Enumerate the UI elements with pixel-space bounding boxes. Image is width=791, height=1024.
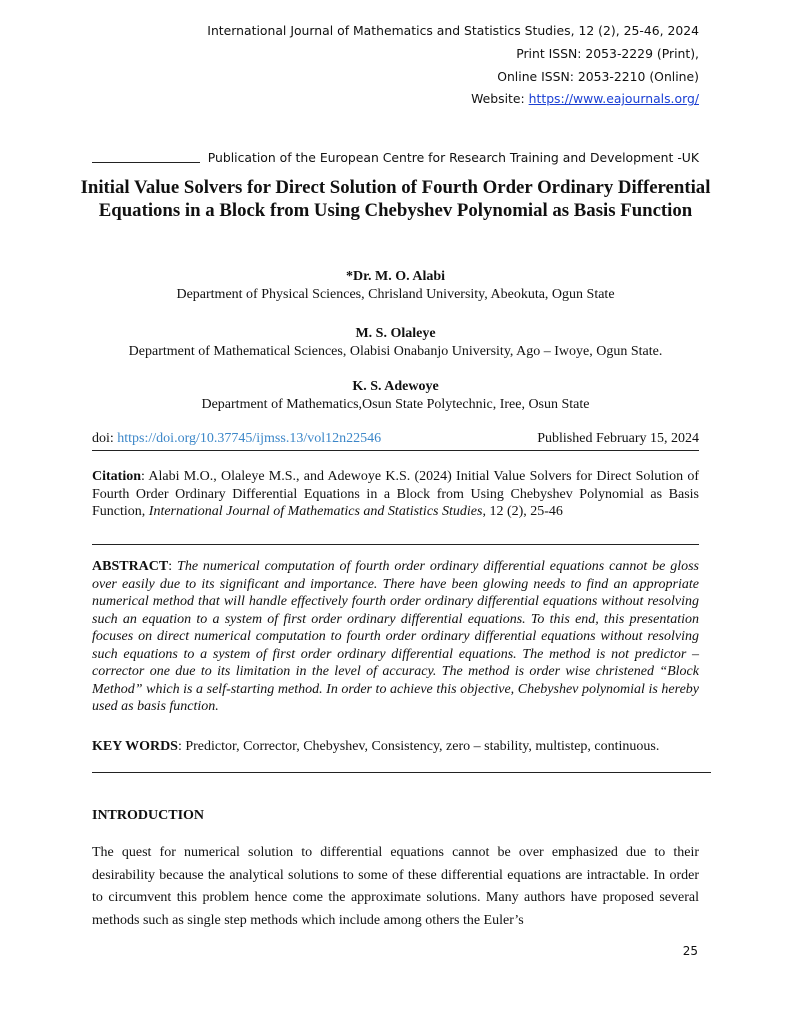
author-name: *Dr. M. O. Alabi <box>345 269 446 284</box>
author-block <box>40 325 751 361</box>
citation-rule <box>92 544 699 545</box>
page-number: 25 <box>682 944 698 958</box>
author-affiliation: Department of Mathematics,Osun State Polytechnic, Iree, Osun State <box>201 397 590 412</box>
author-affiliation: Department of Mathematical Sciences, Olabisi Onabanjo University, Ago – Iwoye, Ogun State. <box>128 344 663 359</box>
author-name: M. S. Olaleye <box>355 326 436 341</box>
doi-row <box>92 430 699 448</box>
citation-text: : Alabi M.O., Olaleye M.S., and Adewoye K.S. (2024) Initial Value Solvers for Direct Solution of Fourth Order Ordinary Differential Equations in a Block from Using Chebyshev Polynomial as Basis Function, <box>92 469 699 519</box>
author-block <box>40 378 751 414</box>
online-issn: Online ISSN: 2053-2210 (Online) <box>497 68 699 84</box>
keywords-text: : Predictor, Corrector, Chebyshev, Consistency, zero – stability, multistep, continuous. <box>177 739 660 754</box>
keywords-label: KEY WORDS <box>92 739 178 754</box>
citation-label: Citation <box>92 469 141 484</box>
author-affiliation: Department of Physical Sciences, Chrisland University, Abeokuta, Ogun State <box>176 287 615 302</box>
abstract-label: ABSTRACT <box>92 559 169 574</box>
website-label: Website: <box>471 91 529 107</box>
published-date: Published February 15, 2024 <box>537 431 699 446</box>
author-name: K. S. Adewoye <box>352 379 439 394</box>
intro-paragraph: The quest for numerical solution to differential equations cannot be over emphasized due to their desirability because the analytical solutions to some of these differential equations are intractable. In order to circumvent this problem hence come the approximate solutions. Many authors have proposed several methods such as single step methods which include among others the Euler’s <box>92 845 699 928</box>
website-link[interactable]: https://www.eajournals.org/ <box>528 91 699 107</box>
doi-label: doi: <box>92 431 118 446</box>
keywords <box>92 738 699 756</box>
journal-header <box>207 20 699 111</box>
author-block <box>40 268 751 304</box>
doi-link[interactable]: https://doi.org/10.37745/ijmss.13/vol12n22546 <box>117 431 382 446</box>
abstract-text: The numerical computation of fourth order ordinary differential equations cannot be gloss over easily due to its significant and importance. There have been glowing needs to find an appropriate numerical method that will handle effectively fourth order ordinary differential equations without resolving such an equation to a system of first order ordinary differential equations. To this end, this presentation focuses on direct numerical computation to fourth order ordinary differential equations without resolving such equations to a system of first order ordinary differential equations. The method is not predictor – corrector one due to its limitation in the level of accuracy. The method is order wise christened “Block Method” which is a self-starting method. In order to achieve this objective, Chebyshev polynomial is hereby used as basis function. <box>92 559 700 714</box>
citation-tail: , 12 (2), 25-46 <box>482 504 563 519</box>
journal-line: International Journal of Mathematics and Statistics Studies, 12 (2), 25-46, 2024 <box>207 23 699 38</box>
citation <box>92 468 699 521</box>
paper-title: Initial Value Solvers for Direct Solution of Fourth Order Ordinary Differential Equations in a Block from Using Chebyshev Polynomial as Basis Function <box>80 177 711 221</box>
keywords-rule <box>92 772 711 773</box>
section-heading: INTRODUCTION <box>92 808 205 823</box>
publisher-line: Publication of the European Centre for Research Training and Development -UK <box>207 150 699 165</box>
doi-rule <box>92 450 699 451</box>
citation-journal: International Journal of Mathematics and Statistics Studies <box>148 504 483 519</box>
print-issn: Print ISSN: 2053-2229 (Print), <box>516 45 699 61</box>
abstract: ABSTRACT: The numerical computation of fourth order ordinary differential equations cannot be gloss over easily due to its significant and importance. There have been glowing needs to find an appropriate numerical method that will handle effectively fourth order ordinary differential equations without resolving such an equation to a system of first order ordinary differential equations. To this end, this presentation focuses on direct numerical computation to fourth order ordinary differential equations without resolving such equations to a system of first order ordinary differential equations. The method is not predictor – corrector one due to its limitation in the level of accuracy. The method is order wise christened “Block Method” which is a self-starting method. In order to achieve this objective, Chebyshev polynomial is hereby used as basis function. <box>92 559 700 714</box>
website-line <box>207 88 699 111</box>
